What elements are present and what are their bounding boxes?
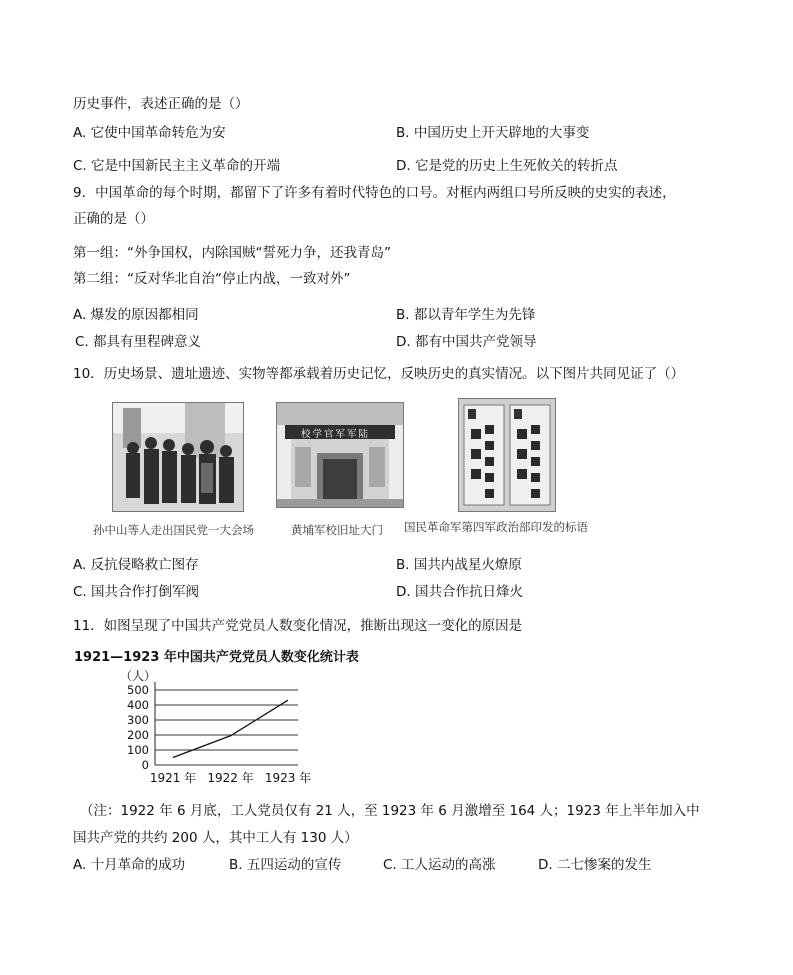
series-line-0 — [173, 700, 288, 757]
q11-stem: 11．如图呈现了中国共产党党员人数变化情况，推断出现这一变化的原因是 — [73, 618, 523, 634]
y-tick-label: 300 — [127, 713, 149, 727]
x-tick-label: 1921 年 — [149, 771, 197, 785]
q11-option-d[interactable]: D. 二七惨案的发生 — [538, 857, 652, 873]
caption-photo-3: 国民革命军第四军政治部印发的标语 — [404, 520, 588, 534]
y-tick-label: 200 — [127, 728, 149, 742]
q11-note-line1: （注：1922 年 6 月底，工人党员仅有 21 人，至 1923 年 6 月激增至 164 人；1923 年上半年加入中 — [80, 803, 700, 819]
q8-stem: 历史事件，表述正确的是（） — [73, 96, 249, 112]
y-tick-label: 500 — [127, 683, 149, 697]
q11-option-c[interactable]: C. 工人运动的高涨 — [383, 857, 496, 873]
q10-option-c[interactable]: C. 国共合作打倒军阀 — [73, 584, 200, 600]
q11-note-line2: 国共产党的共约 200 人，其中工人有 130 人） — [73, 830, 358, 846]
x-tick-label: 1922 年 — [207, 771, 254, 785]
y-tick-label: 0 — [141, 758, 149, 772]
q8-option-b[interactable]: B. 中国历史上开天辟地的大事变 — [396, 125, 590, 141]
q9-stem: 9．中国革命的每个时期，都留下了许多有着时代特色的口号。对框内两组口号所反映的史实的表述， — [73, 185, 676, 201]
caption-photo-2: 黄埔军校旧址大门 — [291, 523, 383, 537]
photo-fourth-army-slogans — [458, 398, 556, 512]
q9-group1: 第一组：“外争国权，内除国贼“誓死力争，还我青岛” — [73, 245, 391, 261]
q8-option-a[interactable]: A. 它使中国革命转危为安 — [73, 125, 226, 141]
q9-group2: 第二组：“反对华北自治“停止内战，一致对外” — [73, 271, 351, 287]
x-tick-label: 1923 年 — [264, 771, 312, 785]
photo-whampoa-gate — [276, 402, 404, 508]
q9-stem-cont: 正确的是（） — [73, 211, 154, 227]
q9-option-b[interactable]: B. 都以青年学生为先锋 — [396, 307, 536, 323]
q11-option-b[interactable]: B. 五四运动的宣传 — [229, 857, 342, 873]
q10-option-a[interactable]: A. 反抗侵略救亡图存 — [73, 557, 199, 573]
q9-option-d[interactable]: D. 都有中国共产党领导 — [396, 334, 537, 350]
photo-sun-yat-sen-leaving-congress — [112, 402, 244, 512]
q10-option-d[interactable]: D. 国共合作抗日烽火 — [396, 584, 523, 600]
q10-option-b[interactable]: B. 国共内战星火燎原 — [396, 557, 522, 573]
caption-photo-1: 孙中山等人走出国民党一大会场 — [93, 523, 254, 537]
gate-sign: 校学官军军陆 — [301, 429, 371, 440]
q9-option-a[interactable]: A. 爆发的原因都相同 — [73, 307, 199, 323]
membership-line-chart — [80, 664, 320, 789]
chart-ylabel: （人） — [120, 669, 157, 683]
q9-option-c[interactable]: C. 都具有里程碑意义 — [75, 334, 202, 350]
q8-option-d[interactable]: D. 它是党的历史上生死攸关的转折点 — [396, 158, 618, 174]
y-tick-label: 100 — [127, 743, 149, 757]
q10-stem: 10．历史场景、遗址遗迹、实物等都承载着历史记忆，反映历史的真实情况。以下图片共同见证了（） — [73, 366, 685, 382]
q11-option-a[interactable]: A. 十月革命的成功 — [73, 857, 186, 873]
y-tick-label: 400 — [127, 698, 149, 712]
q8-option-c[interactable]: C. 它是中国新民主主义革命的开端 — [73, 158, 281, 174]
chart-title: 1921—1923 年中国共产党党员人数变化统计表 — [74, 650, 359, 665]
